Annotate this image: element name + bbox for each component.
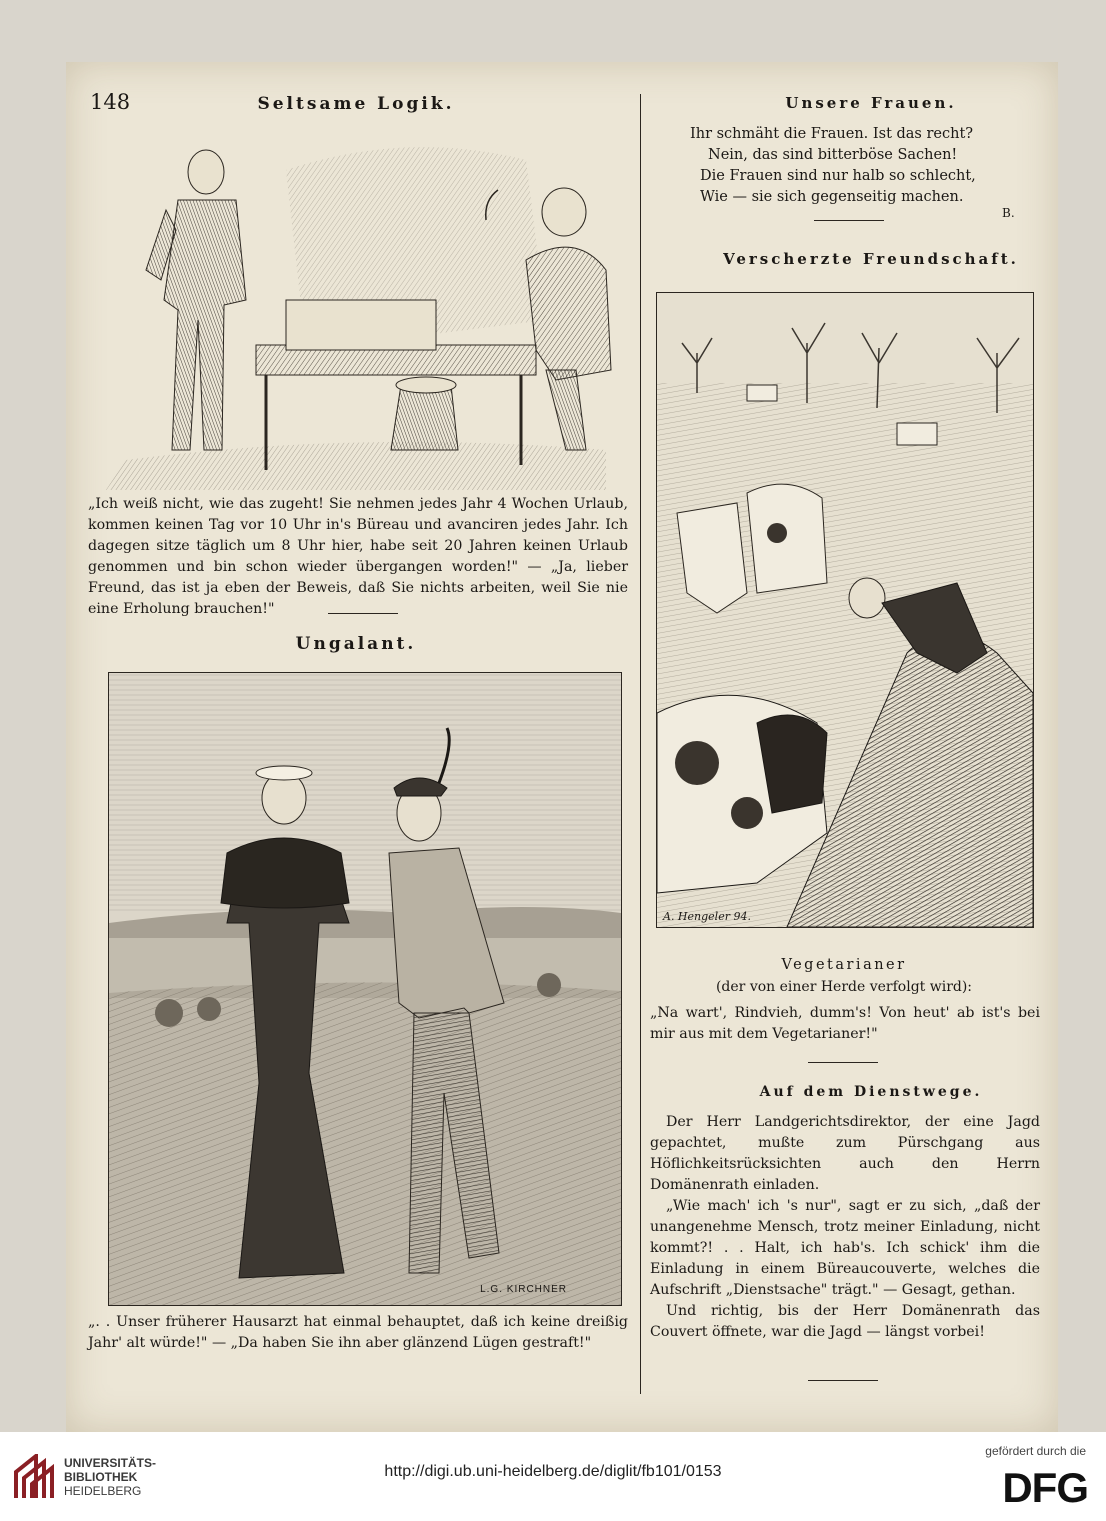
separator <box>814 220 884 221</box>
magazine-page <box>66 62 1058 1432</box>
page-number: 148 <box>90 90 131 114</box>
poem-line-2: Nein, das sind bitterböse Sachen! <box>708 147 958 163</box>
title-seltsame-logik: Seltsame Logik. <box>257 94 455 114</box>
dfg-logo[interactable]: DFG <box>1002 1464 1088 1511</box>
funded-by-label: gefördert durch die <box>985 1444 1086 1458</box>
separator <box>808 1380 878 1381</box>
story-paragraph-1: Der Herr Landgerichtsdirektor, der eine Jagd gepachtet, mußte zum Pürschgang aus Höflichkeitsrücksichten auch den Herrn Domänenrath einladen. <box>650 1114 1040 1193</box>
library-line-1: UNIVERSITÄTS- <box>64 1456 157 1470</box>
artist-signature-hengeler: A. Hengeler 94. <box>663 910 751 923</box>
source-url-link[interactable]: http://digi.ub.uni-heidelberg.de/diglit/fb101/0153 <box>384 1463 722 1480</box>
poem-signature: B. <box>1002 206 1015 220</box>
library-line-2: BIBLIOTHEK <box>64 1470 138 1484</box>
illustration-cows <box>656 292 1034 928</box>
story-paragraph-2: „Wie mach' ich 's nur", sagt er zu sich, „daß der unangenehme Mensch, trotz meiner Einladung, nicht kommt?! . . Halt, ich hab's. Ich schick' ihm die Einladung in einem Büreaucouverte, welches die Aufschrift „Dienstsache" trägt." — Gesagt, gethan. <box>650 1198 1040 1298</box>
caption-sub-vegetarianer: (der von einer Herde verfolgt wird): <box>715 979 973 995</box>
story-auf-dem-dienstwege <box>650 1112 1040 1343</box>
story-paragraph-3: Und richtig, bis der Herr Domänenrath das Couvert öffnete, war die Jagd — längst vorbei! <box>650 1303 1040 1340</box>
illustration-couple <box>108 672 622 1306</box>
library-line-3: HEIDELBERG <box>64 1484 142 1498</box>
text-seltsame-logik: „Ich weiß nicht, wie das zugeht! Sie nehmen jedes Jahr 4 Wochen Urlaub, kommen keinen Tag vor 10 Uhr in's Büreau und avanciren jedes Jahr. Ich dagegen sitze täglich um 8 Uhr hier, habe seit 20 Jahren keinen Urlaub genommen und bin schon wieder übergangen worden!" — „Ja, lieber Freund, das ist ja eben der Beweis, daß Sie nichts arbeiten, weil Sie nie eine Erholung brauchen!" <box>88 496 628 617</box>
poem-unsere-frauen <box>690 124 1010 208</box>
title-auf-dem-dienstwege: Auf dem Dienstwege. <box>759 1084 983 1100</box>
caption-quote-vegetarianer: „Na wart', Rindvieh, dumm's! Von heut' ab ist's bei mir aus mit dem Vegetarianer!" <box>650 1005 1040 1042</box>
caption-ungalant: „. . Unser früherer Hausarzt hat einmal behauptet, daß ich keine dreißig Jahr' alt würde!" — „Da haben Sie ihn aber glänzend Lügen gestraft!" <box>88 1314 628 1351</box>
column-divider <box>640 94 641 1394</box>
title-ungalant: Ungalant. <box>295 634 417 654</box>
title-unsere-frauen: Unsere Frauen. <box>785 94 957 112</box>
poem-line-1: Ihr schmäht die Frauen. Ist das recht? <box>690 126 974 142</box>
artist-signature-kirchner: L.G. KIRCHNER <box>480 1284 567 1295</box>
footer-bar <box>0 1432 1106 1521</box>
separator <box>328 613 398 614</box>
poem-line-3: Die Frauen sind nur halb so schlecht, <box>700 168 976 184</box>
illustration-office <box>106 120 616 490</box>
separator <box>808 1062 878 1063</box>
poem-line-4: Wie — sie sich gegenseitig machen. <box>700 189 964 205</box>
caption-title-vegetarianer: Vegetarianer <box>781 957 907 973</box>
title-verscherzte-freundschaft: Verscherzte Freundschaft. <box>723 250 1019 268</box>
